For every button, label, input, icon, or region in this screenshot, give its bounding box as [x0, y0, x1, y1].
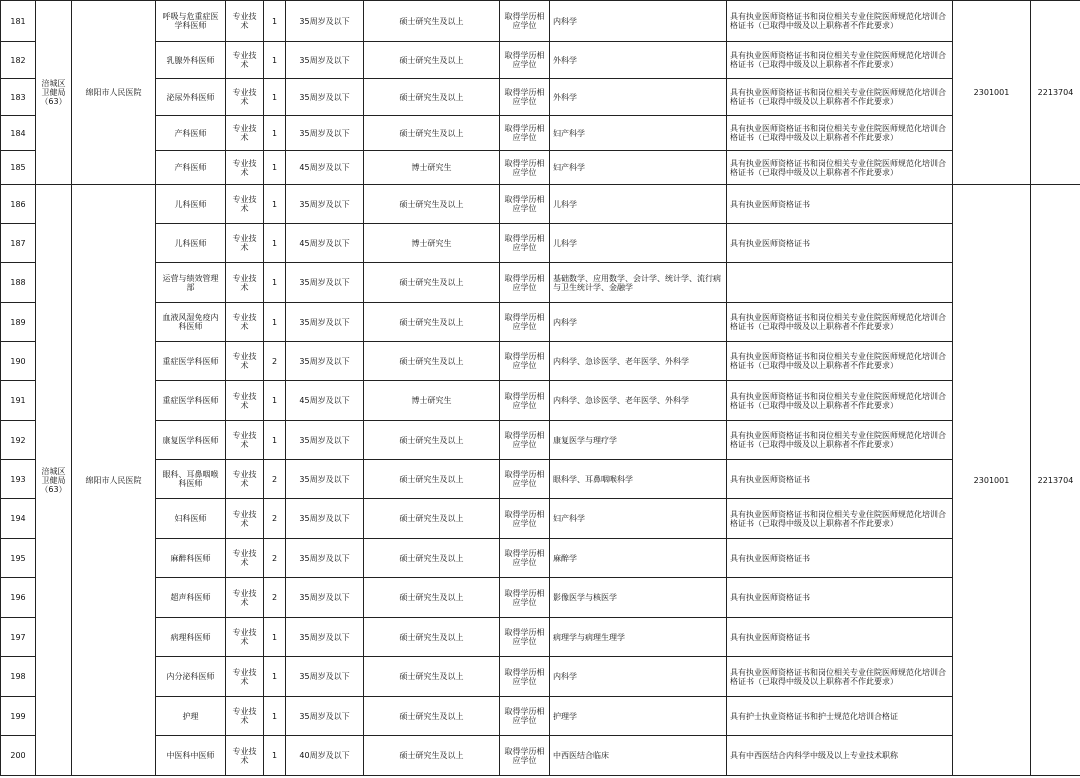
major: 麻醉学 [550, 539, 727, 578]
education: 硕士研究生及以上 [364, 421, 500, 460]
requirements: 具有执业医师资格证书 [727, 224, 953, 263]
unit-name: 涪城区卫健局（63） [36, 185, 72, 776]
requirements: 具有执业医师资格证书 [727, 185, 953, 224]
major: 基础数学、应用数学、会计学、统计学、流行病与卫生统计学、金融学 [550, 263, 727, 303]
education: 硕士研究生及以上 [364, 185, 500, 224]
major: 外科学 [550, 79, 727, 116]
education: 博士研究生 [364, 224, 500, 263]
employer-name: 绵阳市人民医院 [72, 1, 156, 185]
age-limit: 40周岁及以下 [286, 736, 364, 776]
age-limit: 45周岁及以下 [286, 151, 364, 185]
row-number: 181 [1, 1, 36, 42]
table-row [1, 151, 1080, 185]
major: 妇产科学 [550, 499, 727, 539]
degree: 取得学历相应学位 [500, 460, 550, 499]
major: 内科学 [550, 303, 727, 342]
age-limit: 35周岁及以下 [286, 460, 364, 499]
employer-name: 绵阳市人民医院 [72, 185, 156, 776]
post-name: 内分泌科医师 [156, 657, 226, 697]
post-name: 乳腺外科医师 [156, 42, 226, 79]
post-count: 2 [264, 342, 286, 381]
post-type: 专业技术 [226, 499, 264, 539]
post-count: 1 [264, 618, 286, 657]
major: 康复医学与理疗学 [550, 421, 727, 460]
age-limit: 35周岁及以下 [286, 303, 364, 342]
post-type: 专业技术 [226, 421, 264, 460]
education: 博士研究生 [364, 381, 500, 421]
table-row [1, 1, 1080, 42]
requirements [727, 263, 953, 303]
requirements: 具有执业医师资格证书和岗位相关专业住院医师规范化培训合格证书（已取得中级及以上职称者不作此要求） [727, 657, 953, 697]
post-name: 儿科医师 [156, 224, 226, 263]
requirements: 具有中西医结合内科学中级及以上专业技术职称 [727, 736, 953, 776]
post-name: 血液风湿免疫内科医师 [156, 303, 226, 342]
post-name: 超声科医师 [156, 578, 226, 618]
row-number: 182 [1, 42, 36, 79]
degree: 取得学历相应学位 [500, 1, 550, 42]
post-name: 眼科、耳鼻咽喉科医师 [156, 460, 226, 499]
requirements: 具有执业医师资格证书 [727, 539, 953, 578]
post-name: 儿科医师 [156, 185, 226, 224]
post-name: 护理 [156, 697, 226, 736]
row-number: 188 [1, 263, 36, 303]
age-limit: 35周岁及以下 [286, 499, 364, 539]
major: 影像医学与核医学 [550, 578, 727, 618]
degree: 取得学历相应学位 [500, 263, 550, 303]
row-number: 194 [1, 499, 36, 539]
age-limit: 35周岁及以下 [286, 421, 364, 460]
table-row [1, 303, 1080, 342]
post-count: 1 [264, 79, 286, 116]
requirements: 具有执业医师资格证书 [727, 578, 953, 618]
major: 内科学 [550, 1, 727, 42]
age-limit: 35周岁及以下 [286, 618, 364, 657]
post-type: 专业技术 [226, 736, 264, 776]
age-limit: 35周岁及以下 [286, 263, 364, 303]
table-row [1, 342, 1080, 381]
age-limit: 45周岁及以下 [286, 381, 364, 421]
post-count: 2 [264, 539, 286, 578]
age-limit: 35周岁及以下 [286, 185, 364, 224]
row-number: 184 [1, 116, 36, 151]
age-limit: 35周岁及以下 [286, 79, 364, 116]
post-type: 专业技术 [226, 79, 264, 116]
table-row [1, 116, 1080, 151]
degree: 取得学历相应学位 [500, 303, 550, 342]
post-type: 专业技术 [226, 263, 264, 303]
requirements: 具有执业医师资格证书和岗位相关专业住院医师规范化培训合格证书（已取得中级及以上职称者不作此要求） [727, 151, 953, 185]
post-count: 2 [264, 578, 286, 618]
degree: 取得学历相应学位 [500, 697, 550, 736]
row-number: 185 [1, 151, 36, 185]
table-row [1, 460, 1080, 499]
requirements: 具有护士执业资格证书和护士规范化培训合格证 [727, 697, 953, 736]
post-type: 专业技术 [226, 697, 264, 736]
post-type: 专业技术 [226, 303, 264, 342]
row-number: 195 [1, 539, 36, 578]
post-count: 1 [264, 1, 286, 42]
requirements: 具有执业医师资格证书和岗位相关专业住院医师规范化培训合格证书（已取得中级及以上职称者不作此要求） [727, 342, 953, 381]
code-b: 2213704 [1031, 1, 1080, 185]
row-number: 187 [1, 224, 36, 263]
requirements: 具有执业医师资格证书和岗位相关专业住院医师规范化培训合格证书（已取得中级及以上职称者不作此要求） [727, 303, 953, 342]
major: 外科学 [550, 42, 727, 79]
table-row [1, 657, 1080, 697]
major: 病理学与病理生理学 [550, 618, 727, 657]
table-row [1, 421, 1080, 460]
education: 硕士研究生及以上 [364, 342, 500, 381]
row-number: 198 [1, 657, 36, 697]
post-count: 1 [264, 116, 286, 151]
row-number: 197 [1, 618, 36, 657]
age-limit: 35周岁及以下 [286, 697, 364, 736]
education: 硕士研究生及以上 [364, 116, 500, 151]
degree: 取得学历相应学位 [500, 421, 550, 460]
code-b: 2213704 [1031, 185, 1080, 776]
requirements: 具有执业医师资格证书和岗位相关专业住院医师规范化培训合格证书（已取得中级及以上职称者不作此要求） [727, 499, 953, 539]
major: 护理学 [550, 697, 727, 736]
post-count: 1 [264, 151, 286, 185]
table-row [1, 736, 1080, 776]
post-name: 呼吸与危重症医学科医师 [156, 1, 226, 42]
row-number: 199 [1, 697, 36, 736]
requirements: 具有执业医师资格证书和岗位相关专业住院医师规范化培训合格证书（已取得中级及以上职称者不作此要求） [727, 116, 953, 151]
post-type: 专业技术 [226, 224, 264, 263]
table-row [1, 499, 1080, 539]
row-number: 190 [1, 342, 36, 381]
post-count: 1 [264, 421, 286, 460]
degree: 取得学历相应学位 [500, 657, 550, 697]
education: 硕士研究生及以上 [364, 499, 500, 539]
post-type: 专业技术 [226, 42, 264, 79]
code-a: 2301001 [953, 1, 1031, 185]
degree: 取得学历相应学位 [500, 116, 550, 151]
degree: 取得学历相应学位 [500, 42, 550, 79]
post-count: 2 [264, 460, 286, 499]
age-limit: 35周岁及以下 [286, 657, 364, 697]
table-row [1, 618, 1080, 657]
education: 硕士研究生及以上 [364, 618, 500, 657]
post-name: 产科医师 [156, 151, 226, 185]
post-type: 专业技术 [226, 460, 264, 499]
requirements: 具有执业医师资格证书 [727, 460, 953, 499]
post-type: 专业技术 [226, 185, 264, 224]
age-limit: 35周岁及以下 [286, 539, 364, 578]
post-count: 1 [264, 224, 286, 263]
major: 儿科学 [550, 224, 727, 263]
requirements: 具有执业医师资格证书和岗位相关专业住院医师规范化培训合格证书（已取得中级及以上职称者不作此要求） [727, 79, 953, 116]
post-type: 专业技术 [226, 539, 264, 578]
degree: 取得学历相应学位 [500, 151, 550, 185]
post-count: 1 [264, 263, 286, 303]
post-name: 麻醉科医师 [156, 539, 226, 578]
degree: 取得学历相应学位 [500, 342, 550, 381]
post-name: 产科医师 [156, 116, 226, 151]
post-count: 1 [264, 185, 286, 224]
education: 硕士研究生及以上 [364, 42, 500, 79]
row-number: 193 [1, 460, 36, 499]
table-row [1, 578, 1080, 618]
education: 硕士研究生及以上 [364, 736, 500, 776]
row-number: 200 [1, 736, 36, 776]
row-number: 189 [1, 303, 36, 342]
post-count: 1 [264, 303, 286, 342]
age-limit: 35周岁及以下 [286, 1, 364, 42]
degree: 取得学历相应学位 [500, 499, 550, 539]
age-limit: 45周岁及以下 [286, 224, 364, 263]
post-count: 1 [264, 42, 286, 79]
row-number: 192 [1, 421, 36, 460]
post-type: 专业技术 [226, 342, 264, 381]
post-name: 运营与绩效管理部 [156, 263, 226, 303]
post-type: 专业技术 [226, 381, 264, 421]
post-type: 专业技术 [226, 578, 264, 618]
post-count: 1 [264, 736, 286, 776]
row-number: 196 [1, 578, 36, 618]
education: 硕士研究生及以上 [364, 539, 500, 578]
major: 内科学 [550, 657, 727, 697]
degree: 取得学历相应学位 [500, 185, 550, 224]
education: 硕士研究生及以上 [364, 460, 500, 499]
post-count: 2 [264, 499, 286, 539]
post-name: 妇科医师 [156, 499, 226, 539]
age-limit: 35周岁及以下 [286, 42, 364, 79]
table-row [1, 263, 1080, 303]
education: 硕士研究生及以上 [364, 578, 500, 618]
post-type: 专业技术 [226, 618, 264, 657]
post-name: 泌尿外科医师 [156, 79, 226, 116]
age-limit: 35周岁及以下 [286, 116, 364, 151]
code-a: 2301001 [953, 185, 1031, 776]
post-type: 专业技术 [226, 116, 264, 151]
post-type: 专业技术 [226, 151, 264, 185]
age-limit: 35周岁及以下 [286, 342, 364, 381]
degree: 取得学历相应学位 [500, 79, 550, 116]
education: 博士研究生 [364, 151, 500, 185]
major: 中西医结合临床 [550, 736, 727, 776]
post-name: 重症医学科医师 [156, 342, 226, 381]
table-row [1, 42, 1080, 79]
post-name: 中医科中医师 [156, 736, 226, 776]
age-limit: 35周岁及以下 [286, 578, 364, 618]
major: 儿科学 [550, 185, 727, 224]
requirements: 具有执业医师资格证书 [727, 618, 953, 657]
table-row [1, 79, 1080, 116]
table-row [1, 381, 1080, 421]
row-number: 186 [1, 185, 36, 224]
row-number: 191 [1, 381, 36, 421]
major: 妇产科学 [550, 151, 727, 185]
degree: 取得学历相应学位 [500, 736, 550, 776]
post-count: 1 [264, 697, 286, 736]
major: 内科学、急诊医学、老年医学、外科学 [550, 342, 727, 381]
post-name: 重症医学科医师 [156, 381, 226, 421]
post-name: 病理科医师 [156, 618, 226, 657]
education: 硕士研究生及以上 [364, 263, 500, 303]
post-type: 专业技术 [226, 1, 264, 42]
table-row [1, 185, 1080, 224]
requirements: 具有执业医师资格证书和岗位相关专业住院医师规范化培训合格证书（已取得中级及以上职称者不作此要求） [727, 381, 953, 421]
table-row [1, 697, 1080, 736]
table-row [1, 224, 1080, 263]
requirements: 具有执业医师资格证书和岗位相关专业住院医师规范化培训合格证书（已取得中级及以上职称者不作此要求） [727, 42, 953, 79]
degree: 取得学历相应学位 [500, 618, 550, 657]
major: 妇产科学 [550, 116, 727, 151]
requirements: 具有执业医师资格证书和岗位相关专业住院医师规范化培训合格证书（已取得中级及以上职称者不作此要求） [727, 1, 953, 42]
table-row [1, 539, 1080, 578]
post-count: 1 [264, 657, 286, 697]
major: 眼科学、耳鼻咽喉科学 [550, 460, 727, 499]
degree: 取得学历相应学位 [500, 539, 550, 578]
major: 内科学、急诊医学、老年医学、外科学 [550, 381, 727, 421]
education: 硕士研究生及以上 [364, 697, 500, 736]
education: 硕士研究生及以上 [364, 79, 500, 116]
post-name: 康复医学科医师 [156, 421, 226, 460]
row-number: 183 [1, 79, 36, 116]
degree: 取得学历相应学位 [500, 224, 550, 263]
post-type: 专业技术 [226, 657, 264, 697]
degree: 取得学历相应学位 [500, 381, 550, 421]
education: 硕士研究生及以上 [364, 1, 500, 42]
unit-name: 涪城区卫健局（63） [36, 1, 72, 185]
education: 硕士研究生及以上 [364, 657, 500, 697]
education: 硕士研究生及以上 [364, 303, 500, 342]
degree: 取得学历相应学位 [500, 578, 550, 618]
post-count: 1 [264, 381, 286, 421]
requirements: 具有执业医师资格证书和岗位相关专业住院医师规范化培训合格证书（已取得中级及以上职称者不作此要求） [727, 421, 953, 460]
